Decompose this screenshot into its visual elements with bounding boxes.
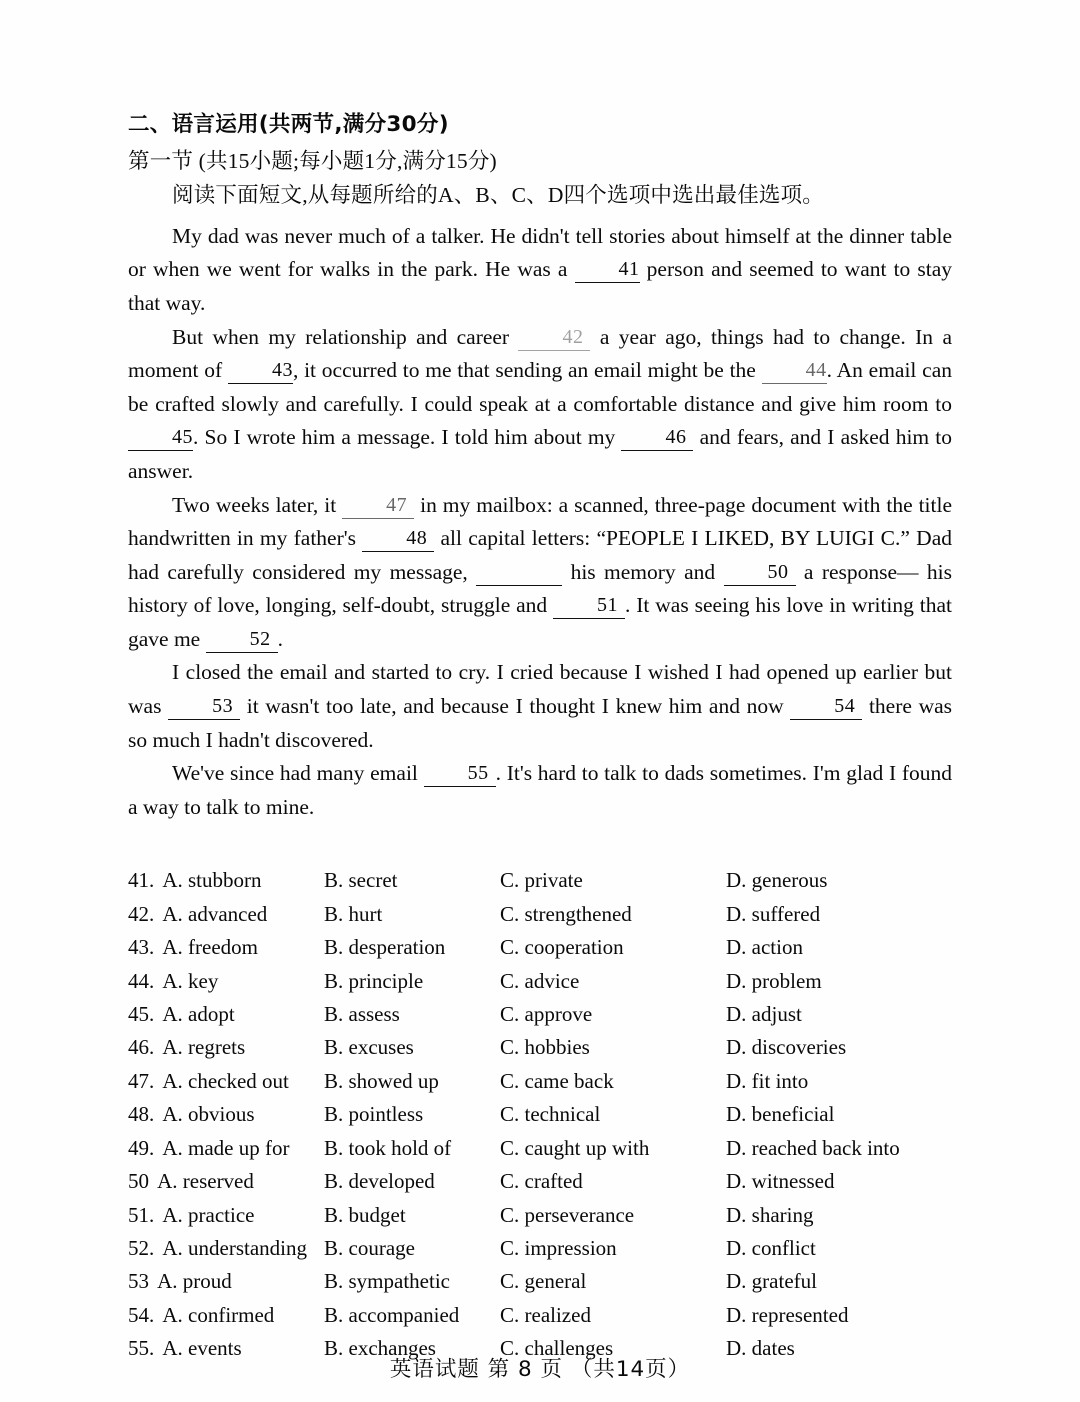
option-choice-c[interactable]: C. came back — [500, 1068, 614, 1093]
option-choice-c[interactable]: C. caught up with — [500, 1135, 650, 1160]
page-footer: 英语试题 第 8 页 （共14页） — [389, 1357, 691, 1382]
passage-text: there was so much I hadn't discovered. — [128, 694, 953, 752]
section-heading: 二、语言运用(共两节,满分30分) — [128, 112, 449, 137]
option-choice-a[interactable]: A. adopt — [162, 1002, 235, 1027]
option-number: 45. — [128, 1002, 155, 1027]
option-choice-b[interactable]: B. took hold of — [324, 1135, 452, 1160]
option-number-and-a — [128, 1132, 324, 1165]
option-row — [128, 965, 952, 998]
option-choice-b[interactable]: B. developed — [324, 1169, 435, 1194]
option-number-and-a — [128, 864, 324, 897]
option-choice-a[interactable]: A. reserved — [157, 1169, 254, 1194]
blank-51: 51 — [553, 592, 625, 619]
option-choice-c[interactable]: C. private — [500, 868, 583, 893]
option-number: 49. — [128, 1135, 155, 1160]
option-row — [128, 998, 952, 1031]
part-heading: 第一节 (共15小题;每小题1分,满分15分) — [128, 148, 497, 173]
option-choice-d[interactable]: D. action — [726, 935, 803, 960]
passage-text: . An email can be crafted slowly and carefully. I could speak at a comfortable distance and give him room to — [128, 358, 953, 416]
passage-text: in my mailbox: a scanned, three-page document with the title handwritten in my father's — [128, 492, 953, 551]
option-choice-b[interactable]: B. courage — [324, 1235, 415, 1260]
option-choice-d[interactable]: D. witnessed — [726, 1169, 835, 1194]
passage-text: My dad was never much of a talker. He didn't tell stories about himself at the dinner table or when we went for walks in the park. He was a — [128, 223, 952, 282]
passage-text: all capital letters: “PEOPLE I LIKED, BY LUIGI C.” Dad had carefully considered my message, — [128, 526, 953, 584]
passage-text: Two weeks later, it — [172, 492, 337, 517]
option-row — [128, 1132, 952, 1165]
passage-text: But when my relationship and career — [172, 324, 510, 349]
page-content — [128, 112, 952, 1366]
passage-paragraph-5 — [128, 757, 952, 824]
option-number-and-a — [128, 931, 324, 964]
blank-45: 45 — [128, 424, 193, 451]
passage-paragraph-4 — [128, 656, 952, 757]
option-choice-c[interactable]: C. impression — [500, 1235, 617, 1260]
option-choice-d[interactable]: D. beneficial — [726, 1102, 835, 1127]
option-choice-b[interactable]: B. assess — [324, 1002, 400, 1027]
option-choice-a[interactable]: A. stubborn — [162, 868, 262, 893]
option-number: 46. — [128, 1035, 155, 1060]
option-choice-c[interactable]: C. technical — [500, 1102, 601, 1127]
option-choice-a[interactable]: A. key — [162, 968, 219, 993]
option-choice-d[interactable]: D. reached back into — [726, 1135, 900, 1160]
option-choice-d[interactable]: D. adjust — [726, 1002, 802, 1027]
passage-text: his memory and — [570, 559, 716, 584]
option-choice-d[interactable]: D. represented — [726, 1302, 849, 1327]
blank-43: 43 — [228, 357, 293, 384]
passage-text: I closed the email and started to cry. I cried because I wished I had opened up earlier but was — [128, 660, 952, 719]
option-row — [128, 1031, 952, 1064]
option-number: 54. — [128, 1302, 155, 1327]
option-number-and-a — [128, 1065, 324, 1098]
option-choice-b[interactable]: B. accompanied — [324, 1302, 460, 1327]
option-choice-c[interactable]: C. cooperation — [500, 935, 624, 960]
option-choice-b[interactable]: B. hurt — [324, 901, 383, 926]
option-choice-d[interactable]: D. conflict — [726, 1235, 816, 1260]
option-choice-b[interactable]: B. secret — [324, 868, 398, 893]
option-choice-a[interactable]: A. made up for — [162, 1135, 290, 1160]
option-number-and-a — [128, 1299, 324, 1332]
blank-46: 46 — [621, 424, 693, 451]
option-choice-d[interactable]: D. suffered — [726, 901, 821, 926]
option-choice-a[interactable]: A. confirmed — [162, 1302, 275, 1327]
option-number-and-a — [128, 1232, 324, 1265]
option-row — [128, 1165, 952, 1198]
blank-54: 54 — [790, 693, 862, 720]
option-choice-a[interactable]: A. events — [162, 1336, 242, 1361]
blank-41: 41 — [575, 256, 640, 283]
option-choice-b[interactable]: B. principle — [324, 968, 424, 993]
option-row — [128, 864, 952, 897]
option-row — [128, 1098, 952, 1131]
option-number: 47. — [128, 1068, 155, 1093]
option-choice-d[interactable]: D. problem — [726, 968, 822, 993]
option-choice-a[interactable]: A. practice — [162, 1202, 255, 1227]
option-row — [128, 931, 952, 964]
passage-text: We've since had many email — [172, 761, 418, 786]
option-choice-a[interactable]: A. obvious — [162, 1102, 255, 1127]
option-choice-d[interactable]: D. grateful — [726, 1269, 817, 1294]
option-number-and-a — [128, 898, 324, 931]
option-number: 41. — [128, 868, 155, 893]
option-number-and-a — [128, 965, 324, 998]
option-number: 48. — [128, 1102, 155, 1127]
answer-options-list — [128, 864, 952, 1365]
option-row — [128, 898, 952, 931]
option-choice-c[interactable]: C. perseverance — [500, 1202, 635, 1227]
option-choice-d[interactable]: D. discoveries — [726, 1035, 847, 1060]
option-number: 55. — [128, 1336, 155, 1361]
option-choice-a[interactable]: A. proud — [157, 1269, 232, 1294]
blank-48: 48 — [362, 525, 434, 552]
passage-text: it wasn't too late, and because I thought I knew him and now — [246, 694, 784, 719]
option-choice-c[interactable]: C. challenges — [500, 1336, 614, 1361]
option-number-and-a — [128, 1265, 324, 1298]
passage-paragraph-2 — [128, 321, 952, 489]
passage-paragraph-3 — [128, 489, 952, 657]
option-choice-c[interactable]: C. realized — [500, 1302, 591, 1327]
passage-paragraph-1 — [128, 220, 952, 321]
option-choice-b[interactable]: B. exchanges — [324, 1336, 436, 1361]
passage-text: . — [277, 626, 283, 651]
option-choice-c[interactable]: C. strengthened — [500, 901, 632, 926]
option-number-and-a — [128, 1031, 324, 1064]
option-choice-c[interactable]: C. crafted — [500, 1169, 583, 1194]
option-choice-a[interactable]: A. understanding — [162, 1235, 307, 1260]
blank-44: 44 — [762, 357, 827, 384]
option-row — [128, 1065, 952, 1098]
blank-53: 53 — [168, 693, 240, 720]
option-choice-c[interactable]: C. hobbies — [500, 1035, 590, 1060]
option-number: 50 — [128, 1169, 149, 1194]
option-number: 43. — [128, 935, 155, 960]
passage-text: , it occurred to me that sending an email might be the — [292, 358, 756, 383]
option-choice-d[interactable]: D. generous — [726, 868, 828, 893]
option-choice-d[interactable]: D. fit into — [726, 1068, 809, 1093]
option-choice-b[interactable]: B. sympathetic — [324, 1269, 450, 1294]
option-number-and-a — [128, 1098, 324, 1131]
option-number-and-a — [128, 1199, 324, 1232]
blank-55: 55 — [424, 760, 496, 787]
option-number: 52. — [128, 1235, 155, 1260]
passage-text: person and seemed to want to stay that way. — [128, 257, 953, 315]
instruction-text: 阅读下面短文,从每题所给的A、B、C、D四个选项中选出最佳选项。 — [172, 182, 825, 207]
option-choice-a[interactable]: A. regrets — [162, 1035, 246, 1060]
blank-50: 50 — [724, 559, 796, 586]
cloze-passage — [128, 220, 952, 825]
option-row — [128, 1199, 952, 1232]
option-choice-d[interactable]: D. sharing — [726, 1202, 814, 1227]
option-row — [128, 1265, 952, 1298]
option-choice-b[interactable]: B. pointless — [324, 1102, 424, 1127]
passage-text: a year ago, things had to change. In a moment of — [128, 324, 952, 383]
passage-text: . So I wrote him a message. I told him about my — [193, 425, 616, 450]
option-number: 53 — [128, 1269, 149, 1294]
blank-42: 42 — [518, 324, 590, 351]
option-choice-c[interactable]: C. general — [500, 1269, 587, 1294]
option-choice-c[interactable]: C. advice — [500, 968, 580, 993]
passage-text: . It was seeing his love in writing that gave me — [128, 593, 953, 651]
option-choice-d[interactable]: D. dates — [726, 1336, 795, 1361]
passage-text: . It's hard to talk to dads sometimes. I'm glad I found a way to talk to mine. — [128, 761, 952, 819]
option-number-and-a — [128, 998, 324, 1031]
option-choice-a[interactable]: A. checked out — [162, 1068, 289, 1093]
passage-text: and fears, and I asked him to answer. — [128, 425, 953, 483]
option-choice-b[interactable]: B. showed up — [324, 1068, 439, 1093]
option-choice-a[interactable]: A. freedom — [162, 935, 258, 960]
passage-text: a response— his history of love, longing, self-doubt, struggle and — [128, 559, 953, 618]
option-number: 51. — [128, 1202, 155, 1227]
option-choice-a[interactable]: A. advanced — [162, 901, 268, 926]
option-row — [128, 1232, 952, 1265]
option-number-and-a — [128, 1165, 324, 1198]
option-choice-b[interactable]: B. budget — [324, 1202, 406, 1227]
option-choice-b[interactable]: B. excuses — [324, 1035, 414, 1060]
option-row — [128, 1299, 952, 1332]
blank-49 — [476, 559, 562, 586]
option-choice-b[interactable]: B. desperation — [324, 935, 446, 960]
option-choice-c[interactable]: C. approve — [500, 1002, 593, 1027]
option-number: 44. — [128, 968, 155, 993]
blank-52: 52 — [206, 626, 278, 653]
option-number: 42. — [128, 901, 155, 926]
blank-47: 47 — [342, 492, 414, 519]
